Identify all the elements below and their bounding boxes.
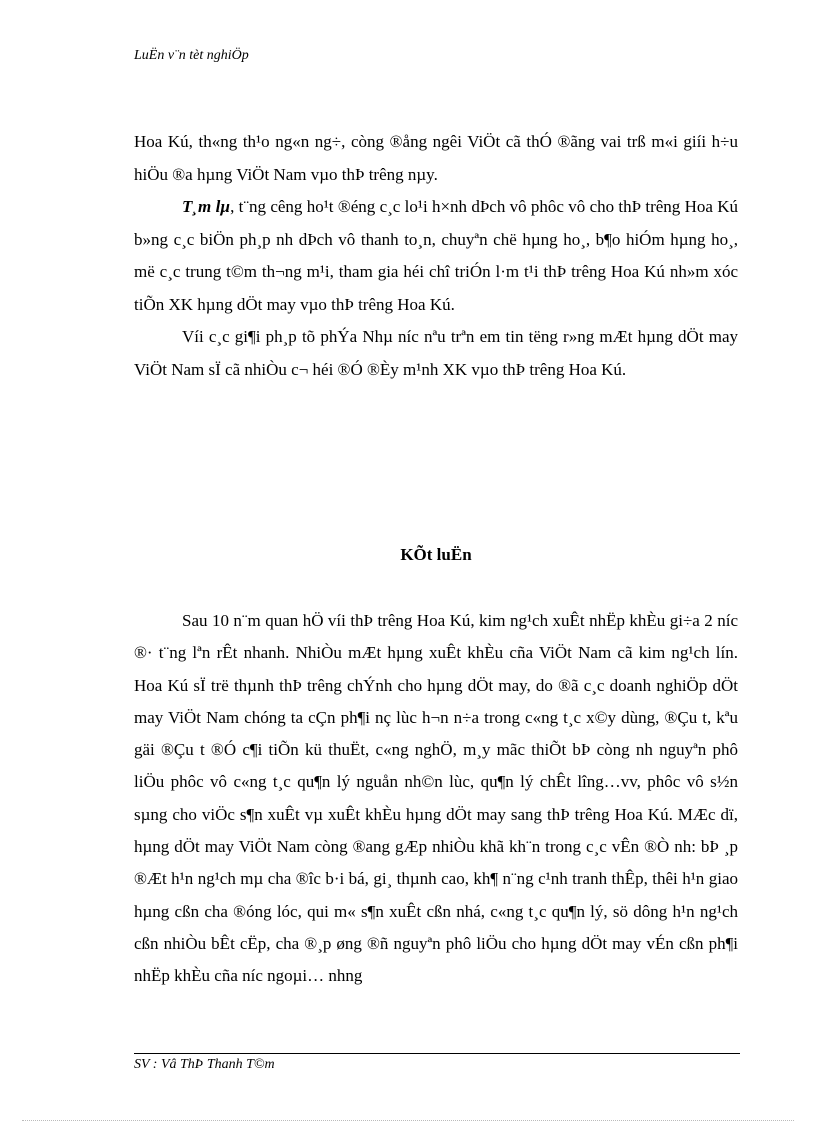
page-footer: SV : Vâ ThÞ Thanh T©m [134,1057,275,1072]
page-header: LuËn v¨n tèt nghiÖp [134,48,249,63]
paragraph-text: , t¨ng cêng ho¹t ®éng c¸c lo¹i h×nh dÞch vô phôc vô cho thÞ trêng Hoa Kú b»ng c¸c biÖn ph¸p nh dÞch vô thanh to¸n, chuyªn chë hµng ho¸, b¶o hiÓm hµng ho¸, më c¸c trung t©m th¬ng m¹i, tham gia héi chî triÓn l·m t¹i thÞ trêng Hoa Kú nh»m xóc tiÕn XK hµng dÖt may vµo thÞ trêng Hoa Kú. [134,197,739,314]
paragraph-eighth-point [134,191,738,321]
paragraph-lead: T¸m lµ [182,197,231,216]
section-title: KÕt luËn [400,545,472,564]
page-edge-divider [22,1120,794,1121]
paragraph-closing: Víi c¸c gi¶i ph¸p tõ phÝa Nhµ níc nªu trªn em tin tëng r»ng mÆt hµng dÖt may ViÖt Nam sÏ cã nhiÒu c¬ héi ®Ó ®Èy m¹nh XK vµo thÞ trêng Hoa Kú. [134,327,738,379]
body-text [134,126,738,386]
paragraph-continuation: Hoa Kú, th«ng th¹o ng«n ng÷, còng ®ång ngêi ViÖt cã thÓ ®ãng vai trß m«i giíi h÷u hiÖu ®a hµng ViÖt Nam vµo thÞ trêng nµy. [134,132,738,184]
conclusion-text [134,605,738,993]
footer-rule [134,1053,740,1054]
conclusion-paragraph: Sau 10 n¨m quan hÖ víi thÞ trêng Hoa Kú, kim ng¹ch xuÊt nhËp khÈu gi÷a 2 níc ®· t¨ng lªn rÊt nhanh. NhiÒu mÆt hµng xuÊt khÈu cña ViÖt Nam cã kim ng¹ch lín. Hoa Kú sÏ trë thµnh thÞ trêng chÝnh cho hµng dÖt may, do ®ã c¸c doanh nghiÖp dÖt may ViÖt Nam chóng ta cÇn ph¶i nç lùc h¬n n÷a trong c«ng t¸c x©y dùng, ®Çu t, kªu gäi ®Çu t ®Ó c¶i tiÕn kü thuËt, c«ng nghÖ, m¸y mãc thiÕt bÞ còng nh nguyªn phô liÖu phôc vô c«ng t¸c qu¶n lý nguån nh©n lùc, qu¶n lý chÊt lîng…vv, phôc vô s½n sµng cho viÖc s¶n xuÊt vµ xuÊt khÈu hµng dÖt may sang thÞ trêng Hoa Kú. MÆc dï, hµng dÖt may ViÖt Nam còng ®ang gÆp nhiÒu khã kh¨n trong c¸c vÊn ®Ò nh: bÞ ¸p ®Æt h¹n ng¹ch mµ cha ®îc b·i bá, gi¸ thµnh cao, kh¶ n¨ng c¹nh tranh thÊp, thêi h¹n giao hµng cßn cha ®óng lóc, qui m« s¶n xuÊt cßn nhá, c«ng t¸c qu¶n lý, sö dông h¹n ng¹ch cßn nhiÒu bÊt cËp, cha ®¸p øng ®ñ nguyªn phô liÖu cho hµng dÖt may vÉn cßn ph¶i nhËp khÈu cña níc ngoµi… nhng [134,611,738,986]
